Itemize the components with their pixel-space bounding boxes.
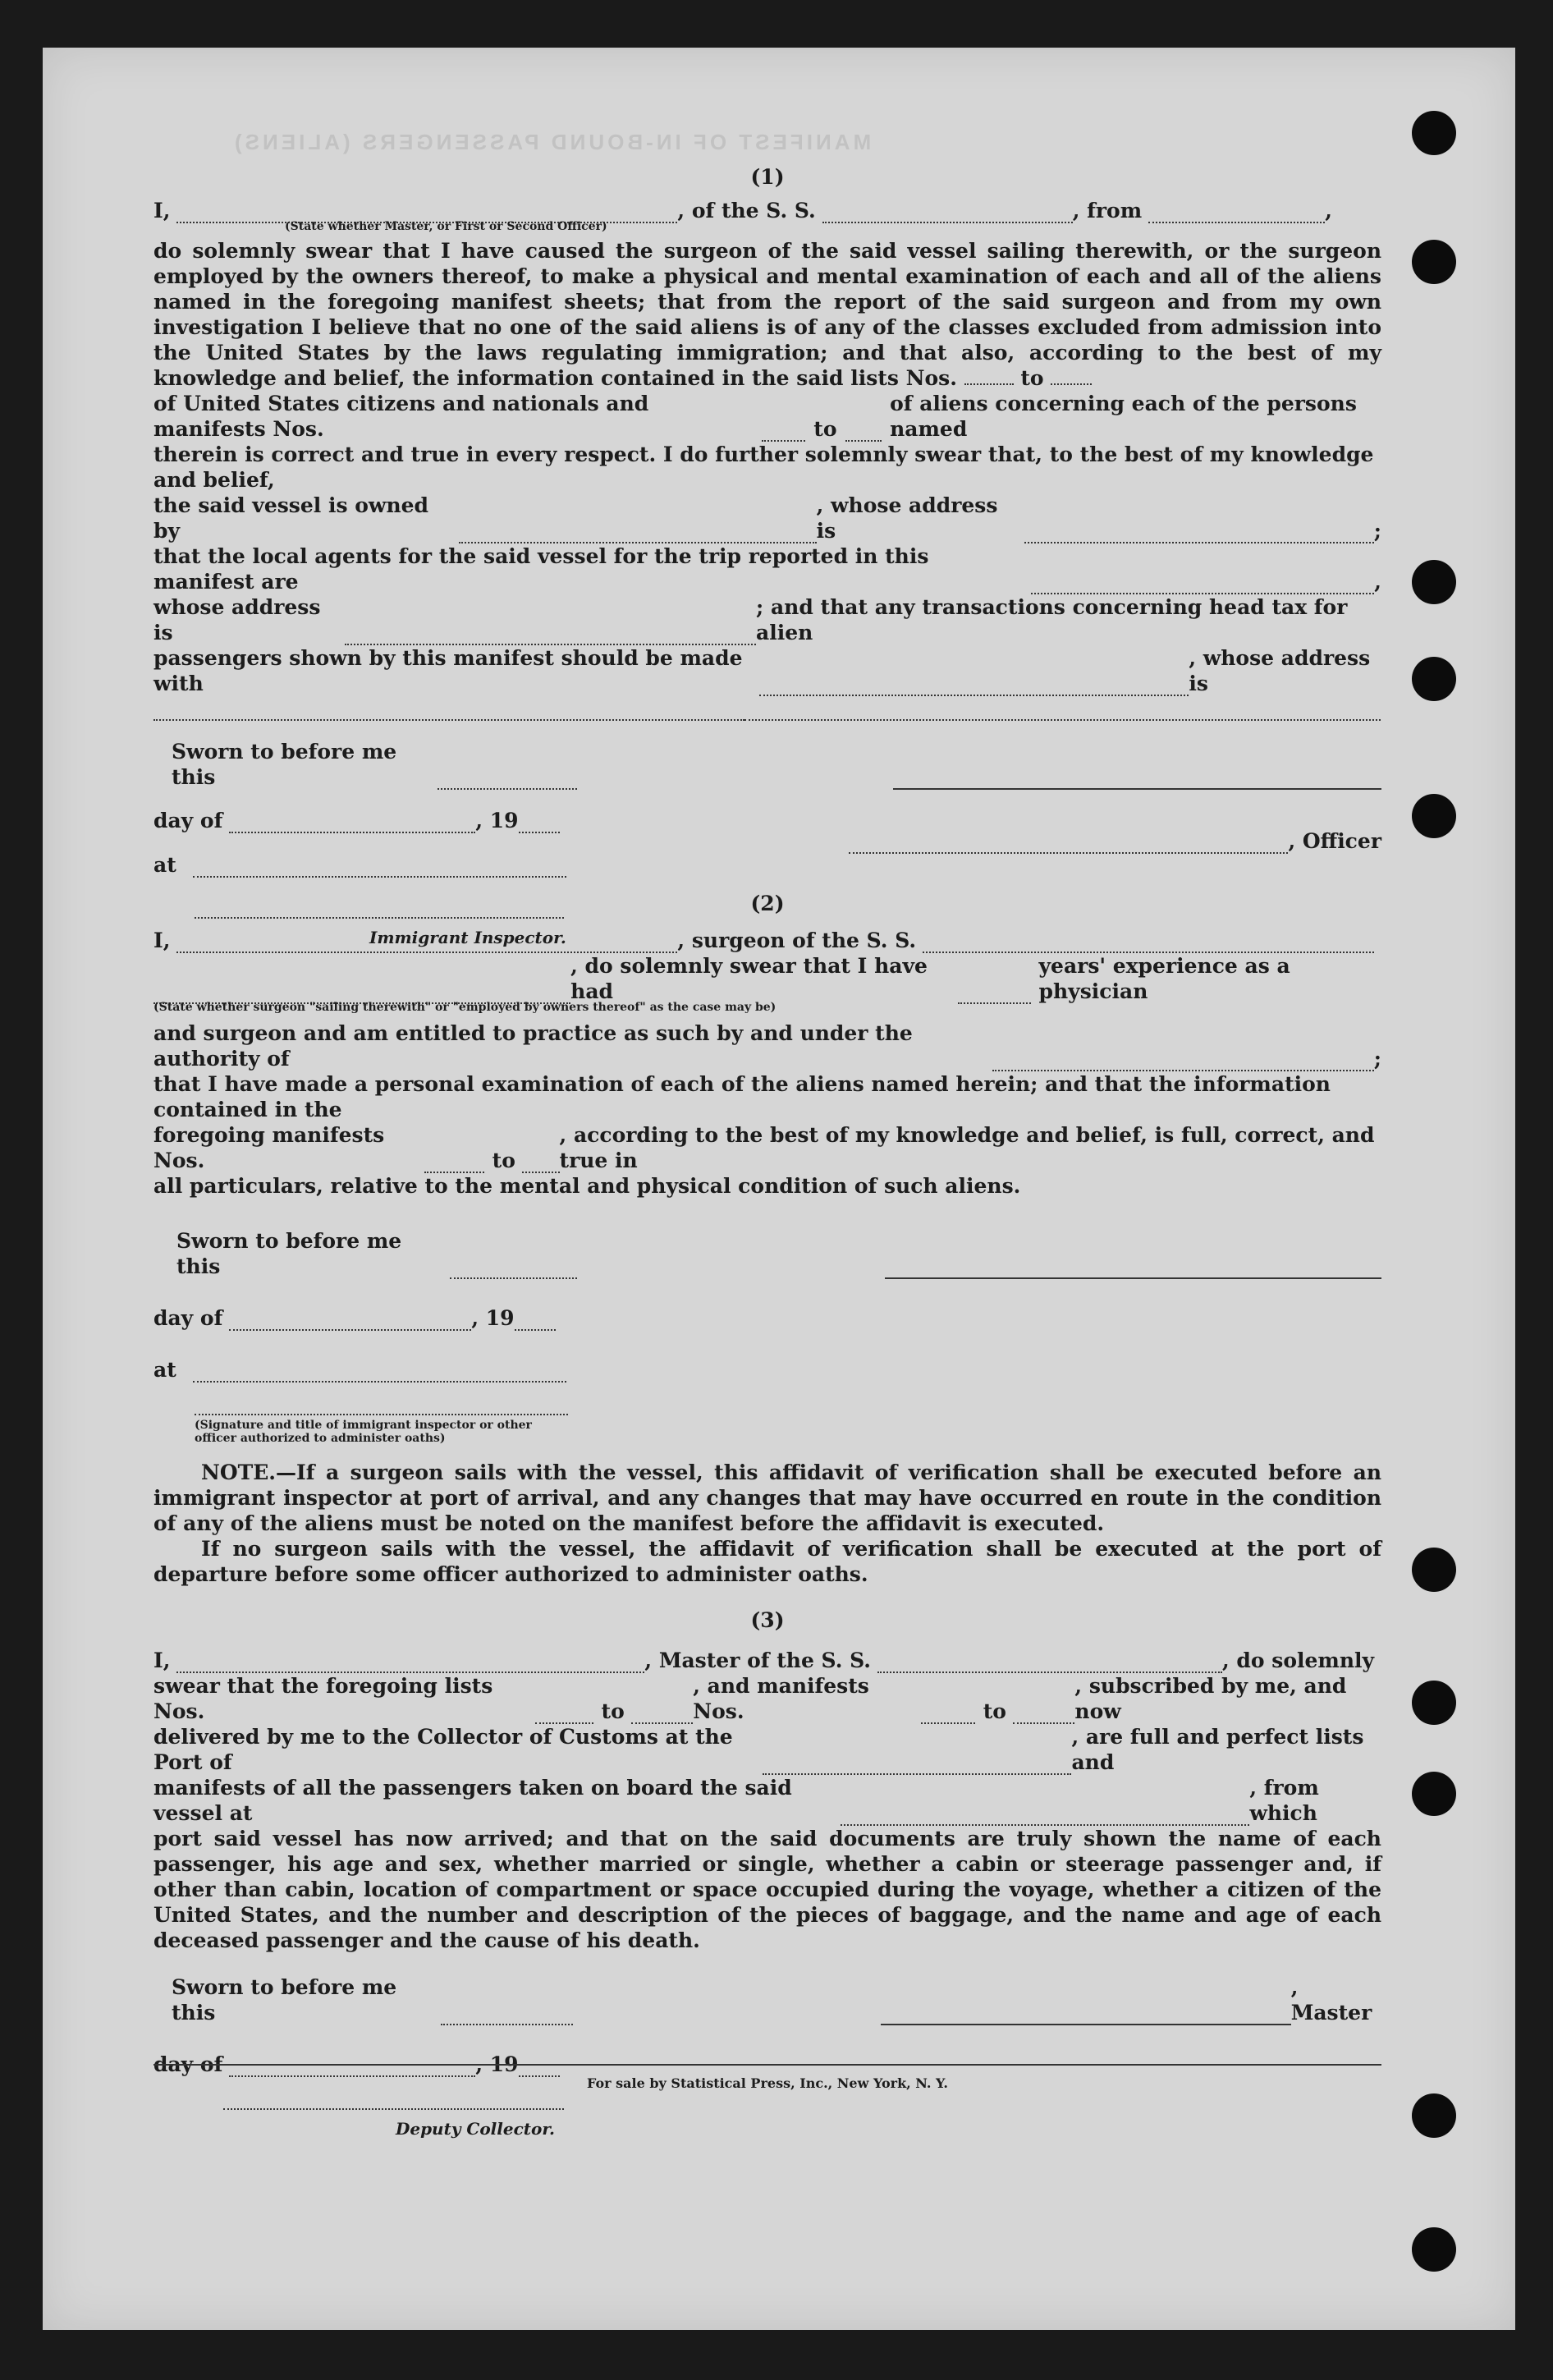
deputy-caption: Deputy Collector.	[396, 2119, 556, 2139]
surgeon-name-field[interactable]	[176, 935, 677, 953]
head-tax-party-field[interactable]	[759, 678, 1189, 696]
port-field[interactable]	[763, 1757, 1071, 1775]
binder-hole	[1412, 1772, 1456, 1816]
deputy-signature-line[interactable]	[223, 2108, 564, 2110]
binder-hole	[1412, 794, 1456, 838]
head-tax-address-field-2[interactable]	[744, 703, 1381, 721]
agents-address-line: whose address is ; and that any transactions concerning head tax for alien	[153, 595, 1348, 644]
section-number: (2)	[750, 892, 785, 915]
manifests-to-field[interactable]	[1013, 1706, 1074, 1724]
oath-paragraph: do solemnly swear that I have caused the surgeon of the said vessel sailing therewith, or the surgeon employed by the owners thereof, to make a physical and mental examination of each and all of the aliens named in the foregoing manifest sheets; that from the report of the said surgeon and from my own investigation I believe that no one of the said aliens is of any of the classes excluded from admission into the United States by the laws regulating immigration; and that also, according to the best of my knowledge and belief, the information contained in the said lists Nos. to	[153, 239, 1381, 390]
ship-name-field[interactable]	[822, 205, 1073, 223]
note-paragraph: NOTE.—If a surgeon sails with the vessel, this affidavit of verification shall be executed before an immigrant inspector at port of arrival, and any changes that may have occurred en route in the condition of any of the aliens must be noted on the manifest before the affidavit is executed.	[153, 1461, 1381, 1535]
sworn-line: Sworn to before me this	[153, 1228, 1381, 1279]
oath-officer-signature-line[interactable]	[195, 1414, 568, 1415]
sworn-line: Sworn to before me this , Master	[172, 1975, 1372, 2025]
binder-hole	[1412, 111, 1456, 155]
day-of-line: day of , 19	[153, 2052, 1381, 2077]
foregoing-from-field[interactable]	[424, 1155, 484, 1173]
signature-field-1[interactable]	[893, 772, 1381, 790]
owner-line: the said vessel is owned by , whose address is ;	[153, 493, 1381, 543]
master-signature-field[interactable]	[881, 2007, 1290, 2025]
section-number: (1)	[750, 165, 785, 189]
binder-hole	[1412, 1548, 1456, 1592]
officer-signature-field[interactable]	[849, 836, 1288, 854]
lists-from-field[interactable]	[535, 1706, 593, 1724]
head-tax-address-field[interactable]	[153, 703, 744, 721]
at-place-field[interactable]	[193, 1364, 566, 1383]
bleed-through-header: MANIFEST OF IN-BOUND PASSENGERS (ALIENS)	[231, 130, 872, 154]
inspector-caption: Immigrant Inspector.	[369, 928, 566, 947]
binder-hole	[1412, 560, 1456, 604]
correct-line: therein is correct and true in every respect. I do further solemnly swear that, to the best of my knowledge and belief,	[153, 443, 1374, 492]
surgeon-ship-field[interactable]	[923, 935, 1374, 953]
from-label: , from	[1072, 199, 1143, 222]
binder-hole	[1412, 657, 1456, 701]
head-tax-address-line	[153, 703, 1381, 721]
authority-field[interactable]	[992, 1053, 1374, 1071]
agents-field[interactable]	[1031, 576, 1374, 594]
note-label: NOTE.	[201, 1461, 276, 1484]
head-tax-line: passengers shown by this manifest should be made with , whose address is	[153, 646, 1371, 695]
binder-hole	[1412, 1681, 1456, 1725]
section-1	[153, 164, 1381, 951]
section-2	[153, 891, 1381, 1587]
lists-to-field[interactable]	[1051, 367, 1092, 385]
sig-hint: (Signature and title of immigrant inspector or other officer authorized to administer oaths)	[195, 1419, 532, 1445]
binder-hole	[1412, 240, 1456, 284]
at-line: at	[153, 1357, 1381, 1383]
master-name-field[interactable]	[176, 1655, 644, 1673]
publisher-footer: For sale by Statistical Press, Inc., New York, N. Y.	[153, 2064, 1381, 2091]
at-line: , Officer	[153, 828, 1381, 854]
from-port-field[interactable]	[1148, 205, 1325, 223]
day-of-field[interactable]	[229, 1313, 471, 1331]
manifests-from-field[interactable]	[762, 424, 806, 442]
lists-line: swear that the foregoing lists Nos. to , and manifests Nos. to , subscribed by me, and now	[153, 1674, 1347, 1723]
at-place-field[interactable]	[193, 860, 566, 878]
surgeon-line: I, , surgeon of the S. S.	[153, 928, 1381, 953]
boarding-port-field[interactable]	[841, 1808, 1249, 1826]
delivered-line: delivered by me to the Collector of Customs at the Port of , are full and perfect lists and	[153, 1725, 1364, 1774]
note-paragraph-2: If no surgeon sails with the vessel, the affidavit of verification shall be executed at the port of departure before some officer authorized to administer oaths.	[153, 1537, 1381, 1586]
manifests-all-line: manifests of all the passengers taken on board the said vessel at , from which	[153, 1776, 1319, 1825]
day-of-line: day of , 19	[153, 808, 1381, 833]
foregoing-line: foregoing manifests Nos. to , according to the best of my knowledge and belief, is full, correct, and true in	[153, 1123, 1375, 1172]
agents-line: that the local agents for the said vessel for the trip reported in this manifest are ,	[153, 544, 1381, 594]
citizens-line: of United States citizens and nationals and manifests Nos. to of aliens concerning each of the persons named	[153, 392, 1357, 441]
authority-line: and surgeon and am entitled to practice as such by and under the authority of ;	[153, 1021, 1381, 1071]
day-of-field[interactable]	[229, 815, 475, 833]
binder-hole	[1412, 2093, 1456, 2138]
lists-to-field[interactable]	[631, 1706, 693, 1724]
of-ss-label: , of the S. S.	[677, 199, 816, 222]
foregoing-to-field[interactable]	[522, 1155, 560, 1173]
comma: ,	[1325, 199, 1332, 222]
years-field[interactable]	[958, 986, 1031, 1004]
master-paragraph: port said vessel has now arrived; and that on the said documents are truly shown the name of each passenger, his age and sex, whether married or single, whether a cabin or steerage passenger and, if other than cabin, location of compartment or space occupied during the voyage, whether a citizen of the United States, and the number and description of the pieces of baggage, and the name and age of each deceased passenger and the cause of his death.	[153, 1827, 1381, 1952]
sworn-day-field[interactable]	[441, 2007, 574, 2025]
master-ship-field[interactable]	[877, 1655, 1222, 1673]
at-place-line: at	[153, 852, 1381, 878]
sworn-line: Sworn to before me this	[153, 739, 1381, 790]
section-number: (3)	[750, 1608, 785, 1632]
surgeon-signature-field[interactable]	[885, 1261, 1381, 1279]
binder-hole	[1412, 2227, 1456, 2272]
lists-from-field[interactable]	[964, 367, 1014, 385]
owner-field[interactable]	[459, 525, 817, 543]
manifests-to-field[interactable]	[845, 424, 882, 442]
master-line: I, , Master of the S. S. , do solemnly	[153, 1649, 1375, 1672]
manifests-from-field[interactable]	[921, 1706, 975, 1724]
owner-address-field[interactable]	[1024, 525, 1374, 543]
year-field[interactable]	[515, 1313, 556, 1331]
i-label: I,	[153, 199, 171, 222]
day-of-line: day of , 19	[153, 1305, 1381, 1331]
sworn-day-field[interactable]	[450, 1261, 577, 1279]
sworn-day-field[interactable]	[437, 772, 577, 790]
section-3	[153, 1607, 1381, 2142]
years-line: , do solemnly swear that I have had years' experience as a physician	[153, 953, 1381, 1004]
agents-address-field[interactable]	[345, 627, 756, 645]
officer-hint: (State whether Master, or First or Second Officer)	[285, 220, 607, 233]
examination-line: that I have made a personal examination of each of the aliens named herein; and that the information contained in the	[153, 1072, 1331, 1121]
particulars-line: all particulars, relative to the mental and physical condition of such aliens.	[153, 1174, 1021, 1198]
surgeon-hint: (State whether surgeon "sailing therewith" or "employed by owners thereof" as the case may be)	[153, 1001, 776, 1014]
year-field[interactable]	[519, 815, 560, 833]
